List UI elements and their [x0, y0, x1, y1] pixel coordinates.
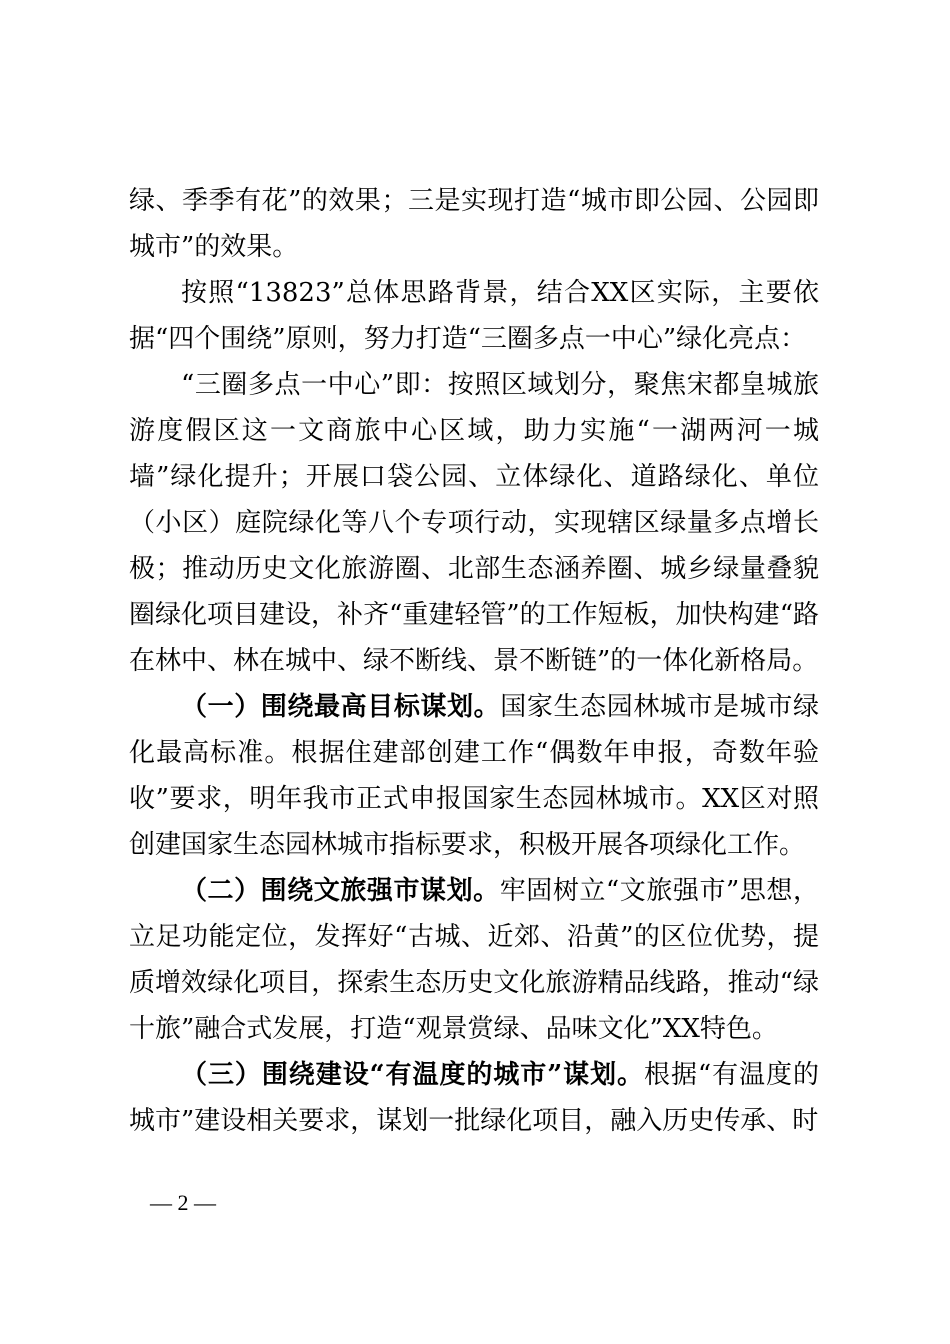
paragraph-1	[129, 178, 819, 270]
paragraph-4-text: 国家生态园林城市是城市绿化最高标准。根据住建部创建工作“偶数年申报，奇数年验收”要求，明年我市正式申报国家生态园林城市。XX区对照创建国家生态园林城市指标要求，积极开展各项绿化工作。	[129, 692, 819, 860]
paragraph-2-text: 按照“13823”总体思路背景，结合XX区实际，主要依据“四个围绕”原则，努力打造“三圈多点一中心”绿化亮点：	[129, 278, 819, 354]
section-heading-3: （三）围绕建设“有温度的城市”谋划。	[181, 1060, 644, 1090]
document-body	[129, 178, 819, 1144]
section-heading-1: （一）围绕最高目标谋划。	[181, 692, 501, 722]
paragraph-6-text: 根据“有温度的城市”建设相关要求，谋划一批绿化项目，融入历史传承、时	[129, 1060, 819, 1136]
paragraph-5	[129, 868, 819, 1052]
paragraph-6	[129, 1052, 819, 1144]
paragraph-3	[129, 362, 819, 684]
paragraph-3-text: “三圈多点一中心”即：按照区域划分，聚焦宋都皇城旅游度假区这一文商旅中心区域，助力实施“一湖两河一城墙”绿化提升；开展口袋公园、立体绿化、道路绿化、单位（小区）庭院绿化等八个专项行动，实现辖区绿量多点增长极；推动历史文化旅游圈、北部生态涵养圈、城乡绿量叠貌圈绿化项目建设，补齐“重建轻管”的工作短板，加快构建“路在林中、林在城中、绿不断线、景不断链”的一体化新格局。	[129, 370, 819, 676]
paragraph-4	[129, 684, 819, 868]
paragraph-2	[129, 270, 819, 362]
paragraph-1-text: 绿、季季有花”的效果；三是实现打造“城市即公园、公园即城市”的效果。	[129, 186, 819, 262]
paragraph-5-text: 牢固树立“文旅强市”思想，立足功能定位，发挥好“古城、近郊、沿黄”的区位优势，提质增效绿化项目，探索生态历史文化旅游精品线路，推动“绿十旅”融合式发展，打造“观景赏绿、品味文化”XX特色。	[129, 876, 819, 1044]
page-number: — 2 —	[150, 1190, 216, 1215]
section-heading-2: （二）围绕文旅强市谋划。	[181, 876, 500, 906]
